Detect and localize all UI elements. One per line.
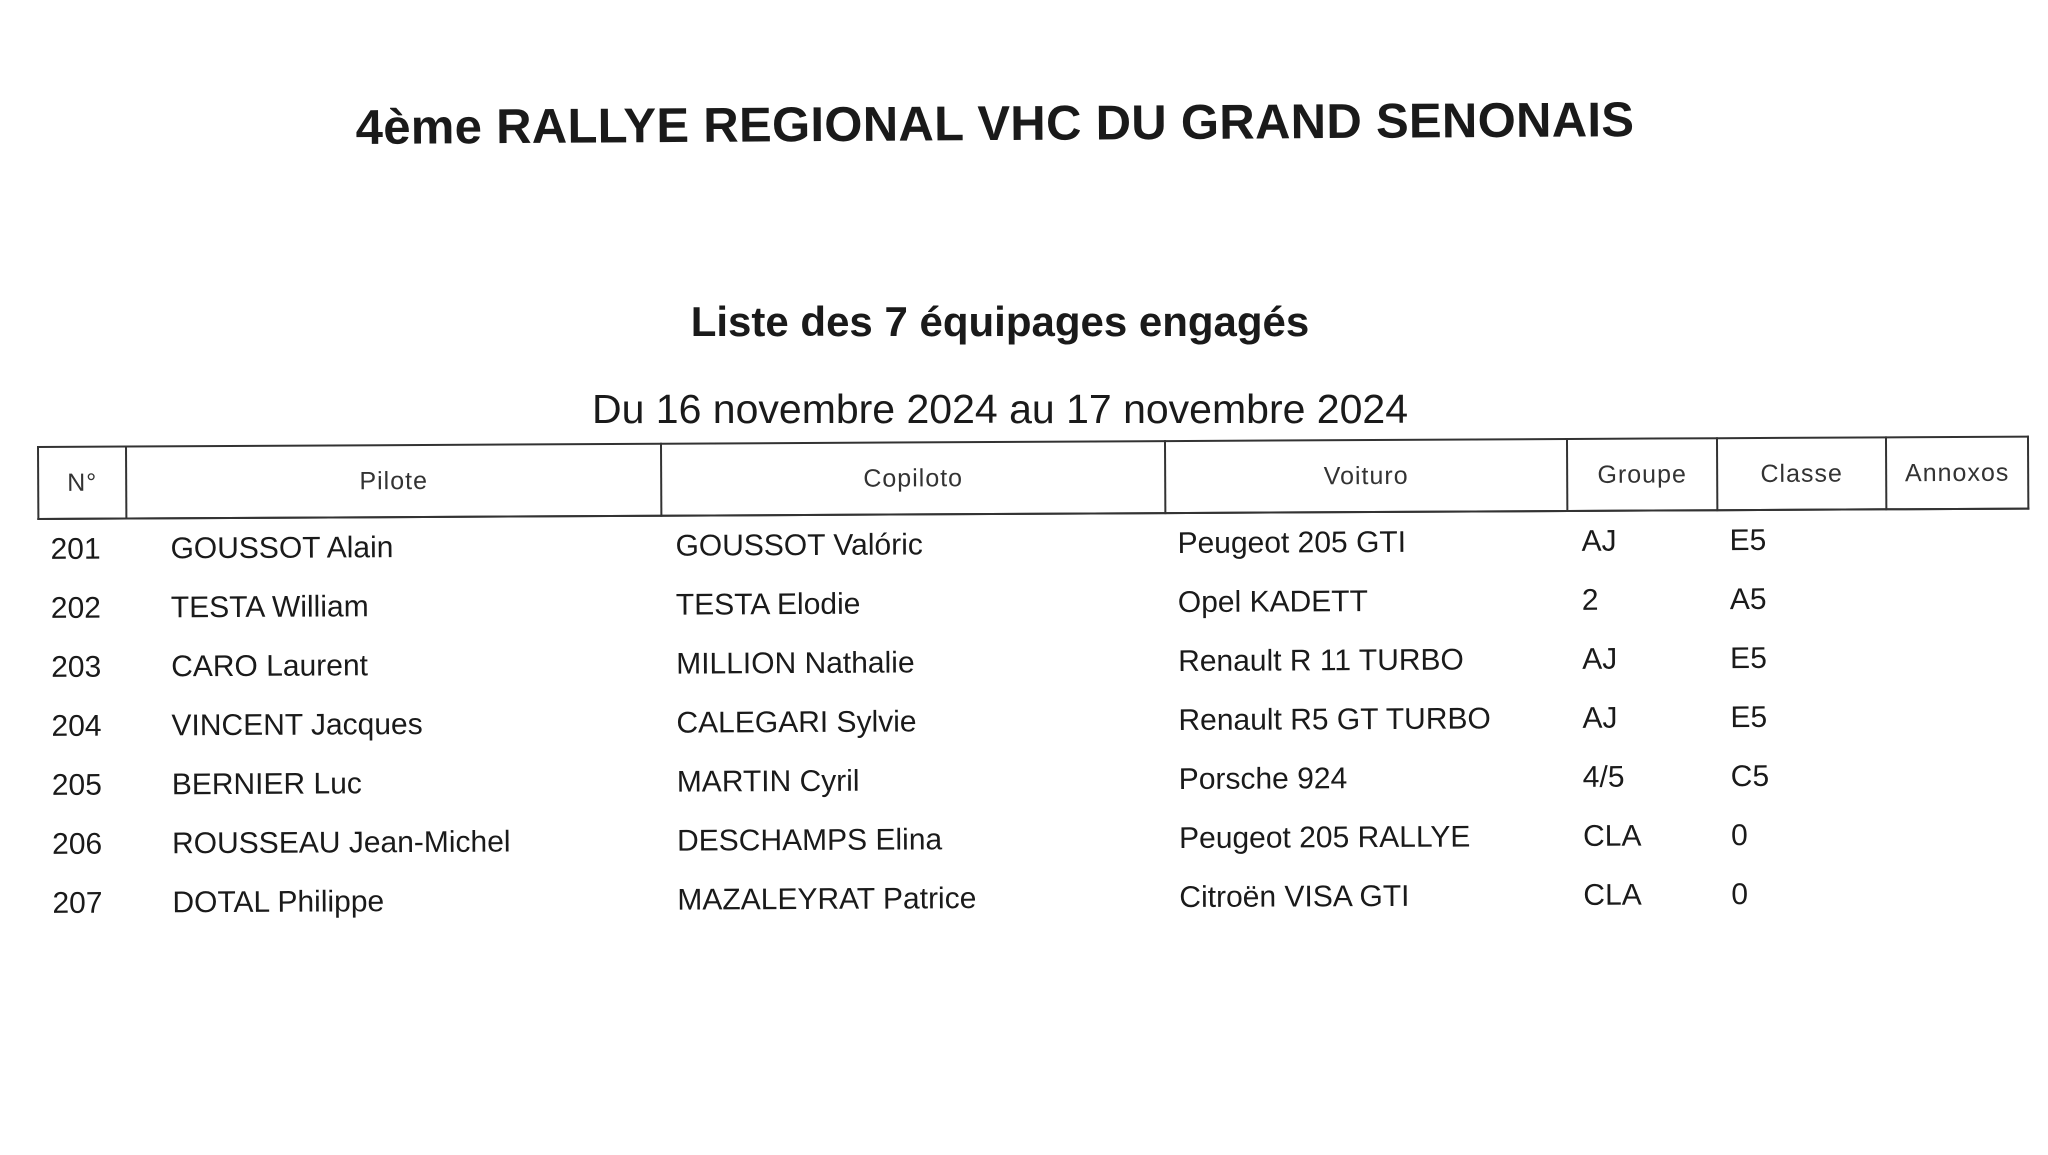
table-row bbox=[39, 628, 2029, 697]
table-body bbox=[38, 509, 2030, 933]
table-row bbox=[39, 687, 2029, 756]
cell-pilote: GOUSSOT Alain bbox=[170, 530, 394, 565]
cell-copilote: GOUSSOT Valóric bbox=[675, 527, 923, 563]
cell-no: 201 bbox=[50, 532, 101, 566]
cell-annexes bbox=[1888, 864, 2030, 924]
entries-table bbox=[37, 436, 2032, 933]
cell-pilote: CARO Laurent bbox=[171, 648, 369, 683]
document-title: 4ème RALLYE REGIONAL VHC DU GRAND SENONAIS bbox=[355, 93, 1635, 155]
cell-copilote: MAZALEYRAT Patrice bbox=[677, 881, 977, 917]
table-row bbox=[40, 746, 2030, 815]
cell-no: 204 bbox=[51, 709, 102, 743]
cell-pilote: VINCENT Jacques bbox=[171, 707, 423, 742]
cell-groupe: CLA bbox=[1582, 819, 1642, 853]
cell-voiture: Renault R5 GT TURBO bbox=[1178, 701, 1491, 737]
table-row bbox=[39, 569, 2029, 638]
cell-no: 205 bbox=[51, 768, 102, 802]
cell-groupe: AJ bbox=[1582, 642, 1618, 676]
header-no: N° bbox=[38, 447, 126, 519]
cell-pilote: ROUSSEAU Jean-Michel bbox=[171, 825, 511, 860]
cell-groupe: 4/5 bbox=[1582, 760, 1625, 794]
cell-classe: C5 bbox=[1730, 759, 1770, 793]
header-voiture: Voituro bbox=[1165, 439, 1567, 513]
cell-annexes bbox=[1886, 509, 2028, 570]
cell-annexes bbox=[1887, 628, 2029, 688]
cell-no: 207 bbox=[52, 886, 103, 920]
cell-classe: E5 bbox=[1729, 523, 1767, 557]
cell-classe: E5 bbox=[1730, 700, 1768, 734]
cell-groupe: 2 bbox=[1581, 583, 1599, 617]
cell-copilote: MILLION Nathalie bbox=[676, 645, 915, 681]
cell-groupe: CLA bbox=[1583, 878, 1642, 912]
table-header bbox=[38, 437, 2028, 519]
header-copilote: Copiloto bbox=[661, 441, 1165, 516]
cell-copilote: DESCHAMPS Elina bbox=[676, 822, 943, 858]
document-subtitle: Liste des 7 équipages engagés bbox=[690, 298, 1310, 345]
table-row bbox=[40, 864, 2030, 933]
cell-annexes bbox=[1888, 746, 2030, 806]
cell-pilote: DOTAL Philippe bbox=[172, 884, 385, 919]
cell-classe: 0 bbox=[1731, 877, 1749, 911]
cell-voiture: Peugeot 205 GTI bbox=[1177, 525, 1407, 560]
cell-classe: A5 bbox=[1729, 582, 1767, 616]
cell-voiture: Porsche 924 bbox=[1178, 761, 1348, 796]
cell-groupe: AJ bbox=[1581, 524, 1617, 558]
header-classe: Classe bbox=[1717, 437, 1886, 510]
cell-pilote: TESTA William bbox=[170, 589, 369, 624]
cell-no: 202 bbox=[50, 591, 101, 625]
cell-classe: E5 bbox=[1730, 641, 1767, 675]
cell-annexes bbox=[1888, 805, 2030, 865]
header-annexes: Annoxos bbox=[1886, 437, 2028, 510]
cell-pilote: BERNIER Luc bbox=[171, 766, 362, 801]
header-groupe: Groupe bbox=[1567, 438, 1717, 511]
table-row bbox=[38, 509, 2028, 579]
cell-voiture: Renault R 11 TURBO bbox=[1178, 643, 1464, 678]
cell-groupe: AJ bbox=[1582, 701, 1618, 735]
cell-voiture: Peugeot 205 RALLYE bbox=[1178, 820, 1471, 855]
cell-classe: 0 bbox=[1730, 818, 1748, 852]
cell-voiture: Citroën VISA GTI bbox=[1179, 879, 1410, 914]
cell-no: 203 bbox=[51, 650, 102, 684]
cell-copilote: CALEGARI Sylvie bbox=[676, 704, 917, 740]
cell-no: 206 bbox=[51, 827, 103, 861]
event-dates: Du 16 novembre 2024 au 17 novembre 2024 bbox=[591, 386, 1409, 432]
cell-copilote: TESTA Elodie bbox=[675, 587, 861, 622]
header-row bbox=[38, 437, 2028, 519]
cell-voiture: Opel KADETT bbox=[1177, 584, 1368, 619]
table-row bbox=[40, 805, 2030, 874]
cell-annexes bbox=[1887, 687, 2029, 747]
cell-annexes bbox=[1887, 569, 2029, 629]
cell-copilote: MARTIN Cyril bbox=[676, 764, 860, 799]
entries-table-wrapper bbox=[37, 436, 2030, 933]
header-pilote: Pilote bbox=[126, 444, 661, 519]
